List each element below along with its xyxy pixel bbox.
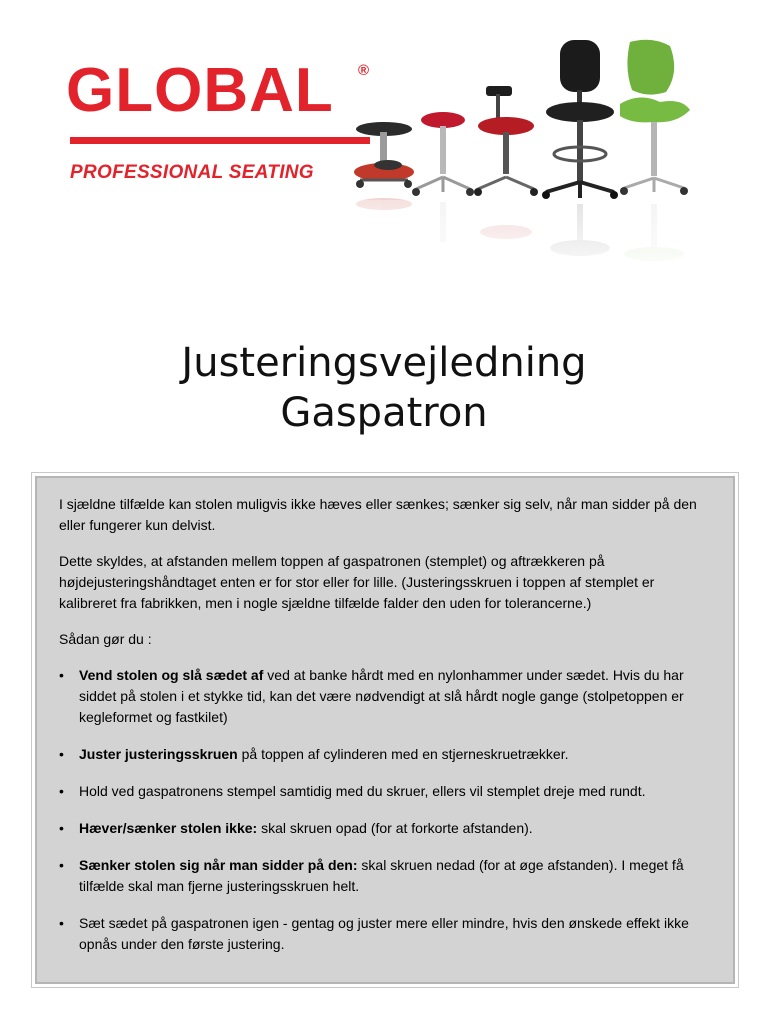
step-text: ved at banke hårdt med en nylonhammer under sædet. Hvis du har siddet på stolen i et stykke tid, kan det være nødvendigt at slå hårdt nogle gange (stolpetoppen er kegleformet og fastkilet) (79, 667, 684, 725)
stool-black-red-base (354, 122, 414, 188)
howto-heading: Sådan gør du : (59, 631, 152, 647)
logo-underline (70, 137, 370, 144)
step-text: på toppen af cylinderen med en stjerneskruetrækker. (237, 746, 569, 762)
instruction-panel (35, 476, 735, 984)
title-line-1: Justeringsvejledning (181, 340, 587, 386)
intro-paragraph: I sjældne tilfælde kan stolen muligvis ikke hæves eller sænkes; sænker sig selv, når man sidder på den eller fungerer kun delvist. (59, 496, 697, 533)
cause-paragraph: Dette skyldes, at afstanden mellem toppen af gaspatronen (stemplet) og aftrækkeren på højdejusteringshåndtaget enten er for stor eller for lille. (Justeringsskruen i toppen af stemplet er kalibreret fra fabrikken, men i nogle sjældne tilfælde falder den uden for tolerancerne.) (59, 553, 655, 611)
step-item (59, 818, 713, 839)
step-item (59, 744, 713, 765)
step-bold: Vend stolen og slå sædet af (79, 667, 264, 683)
logo-wordmark: GLOBAL (66, 56, 334, 125)
stool-red-backrest (474, 86, 538, 196)
global-logo (66, 58, 386, 198)
step-bold: Hæver/sænker stolen ikke: (79, 820, 258, 836)
step-item (59, 913, 713, 955)
page-title (0, 338, 768, 438)
stool-red (412, 112, 474, 196)
instruction-panel-frame (31, 472, 739, 988)
step-text: skal skruen nedad (for at øge afstanden). I meget få tilfælde skal man fjerne justeringsskruen helt. (79, 857, 684, 894)
step-bold: Sænker stolen sig når man sidder på den: (79, 857, 358, 873)
registered-mark: ® (358, 62, 370, 79)
step-item (59, 665, 713, 728)
chair-green-saddle (620, 40, 690, 195)
step-bold: Juster justeringsskruen (79, 746, 238, 762)
step-text: Sæt sædet på gaspatronen igen - gentag og juster mere eller mindre, hvis den ønskede effekt ikke opnås under den første justering. (79, 915, 689, 952)
chair-black-tall (542, 40, 618, 199)
logo-tagline: PROFESSIONAL SEATING (70, 162, 314, 183)
step-item (59, 855, 713, 897)
step-text: Hold ved gaspatronens stempel samtidig med du skruer, ellers vil stemplet dreje med rundt. (79, 783, 646, 799)
step-text: skal skruen opad (for at forkorte afstanden). (257, 820, 533, 836)
step-item (59, 781, 713, 802)
steps-list (59, 665, 713, 955)
chairs-illustration (340, 32, 720, 282)
title-line-2: Gaspatron (280, 390, 488, 436)
